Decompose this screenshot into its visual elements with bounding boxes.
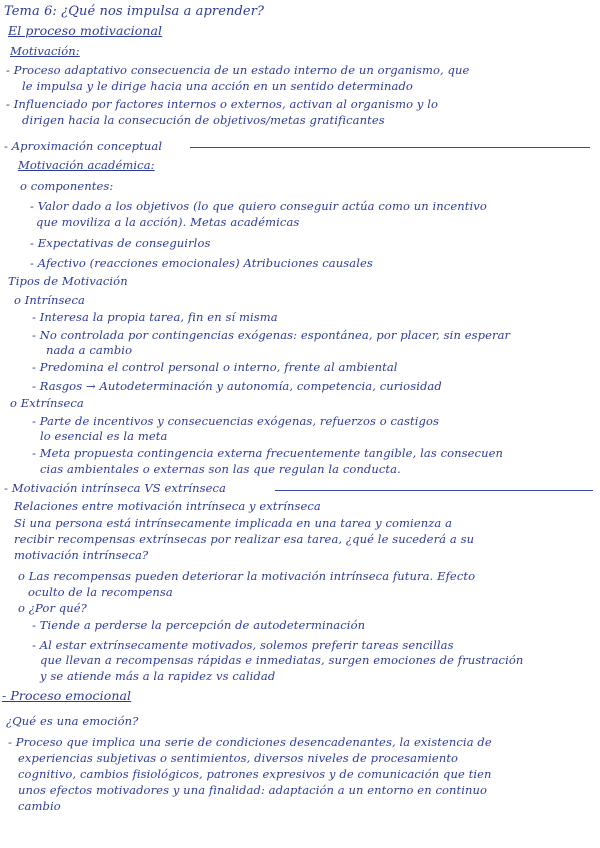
por-que-label: o ¿Por qué? [18, 601, 87, 615]
recompensas-a: o Las recompensas pueden deteriorar la motivación intrínseca futura. Efecto [18, 569, 476, 583]
recompensas-b: oculto de la recompensa [28, 585, 173, 599]
heading-aproximacion-conceptual: - Aproximación conceptual [4, 139, 163, 153]
motivacion-definition-2a: - Influenciado por factores internos o externos, activan al organismo y lo [6, 97, 439, 111]
extrinseca-item-2b: cias ambientales o externas son las que regulan la conducta. [40, 462, 401, 476]
tipos-de-motivacion: Tipos de Motivación [8, 274, 128, 288]
emocion-def-e: cambio [18, 799, 61, 813]
emocion-def-d: unos efectos motivadores y una finalidad: adaptación a un entorno en continuo [18, 783, 488, 797]
heading-intrinseca-vs-extrinseca: - Motivación intrínseca VS extrínseca [4, 481, 226, 495]
emocion-def-a: - Proceso que implica una serie de condiciones desencadenantes, la existencia de [8, 735, 492, 749]
page-title: Tema 6: ¿Qué nos impulsa a aprender? [4, 4, 265, 19]
intrinseca-label: o Intrínseca [14, 293, 85, 307]
heading-proceso-motivacional: El proceso motivacional [8, 23, 163, 38]
relaciones-question-c: motivación intrínseca? [14, 548, 149, 562]
relaciones-heading: Relaciones entre motivación intrínseca y extrínseca [14, 499, 321, 513]
por-que-item-2c: y se atiende más a la rapidez vs calidad [40, 669, 276, 683]
componente-1b: que moviliza a la acción). Metas académicas [36, 215, 300, 229]
extrinseca-label: o Extrínseca [10, 396, 84, 410]
emocion-def-b: experiencias subjetivas o sentimientos, diversos niveles de procesamiento [18, 751, 459, 765]
section-rule [190, 147, 590, 148]
extrinseca-item-2a: - Meta propuesta contingencia externa frecuentemente tangible, las consecuen [32, 446, 504, 460]
intrinseca-item-4: - Rasgos → Autodeterminación y autonomía, competencia, curiosidad [32, 379, 442, 393]
heading-proceso-emocional: - Proceso emocional [2, 688, 132, 703]
extrinseca-item-1b: lo esencial es la meta [40, 429, 168, 443]
componentes-label: o componentes: [20, 179, 114, 193]
intrinseca-item-2a: - No controlada por contingencias exógenas: espontánea, por placer, sin esperar [32, 328, 511, 342]
componente-1a: - Valor dado a los objetivos (lo que quiero conseguir actúa como un incentivo [30, 199, 487, 213]
intrinseca-item-3: - Predomina el control personal o interno, frente al ambiental [32, 360, 398, 374]
emocion-def-c: cognitivo, cambios fisiológicos, patrones expresivos y de comunicación que tien [18, 767, 492, 781]
intrinseca-item-2b: nada a cambio [46, 343, 133, 357]
que-es-emocion: ¿Qué es una emoción? [6, 714, 139, 728]
motivacion-definition-2b: dirigen hacia la consecución de objetivos/metas gratificantes [22, 113, 385, 127]
por-que-item-1: - Tiende a perderse la percepción de autodeterminación [32, 618, 366, 632]
section-rule [275, 490, 593, 491]
por-que-item-2b: que llevan a recompensas rápidas e inmediatas, surgen emociones de frustración [40, 653, 524, 667]
relaciones-question-a: Si una persona está intrínsecamente implicada en una tarea y comienza a [14, 516, 453, 530]
extrinseca-item-1a: - Parte de incentivos y consecuencias exógenas, refuerzos o castigos [32, 414, 439, 428]
motivacion-definition-1a: - Proceso adaptativo consecuencia de un estado interno de un organismo, que [6, 63, 470, 77]
motivacion-academica-label: Motivación académica: [18, 158, 155, 172]
motivacion-definition-1b: le impulsa y le dirige hacia una acción en un sentido determinado [22, 79, 413, 93]
componente-3: - Afectivo (reacciones emocionales) Atribuciones causales [30, 256, 373, 270]
componente-2: - Expectativas de conseguirlos [30, 236, 211, 250]
intrinseca-item-1: - Interesa la propia tarea, fin en sí misma [32, 310, 278, 324]
motivacion-label: Motivación: [10, 44, 80, 58]
por-que-item-2a: - Al estar extrínsecamente motivados, solemos preferir tareas sencillas [32, 638, 454, 652]
relaciones-question-b: recibir recompensas extrínsecas por realizar esa tarea, ¿qué le sucederá a su [14, 532, 475, 546]
